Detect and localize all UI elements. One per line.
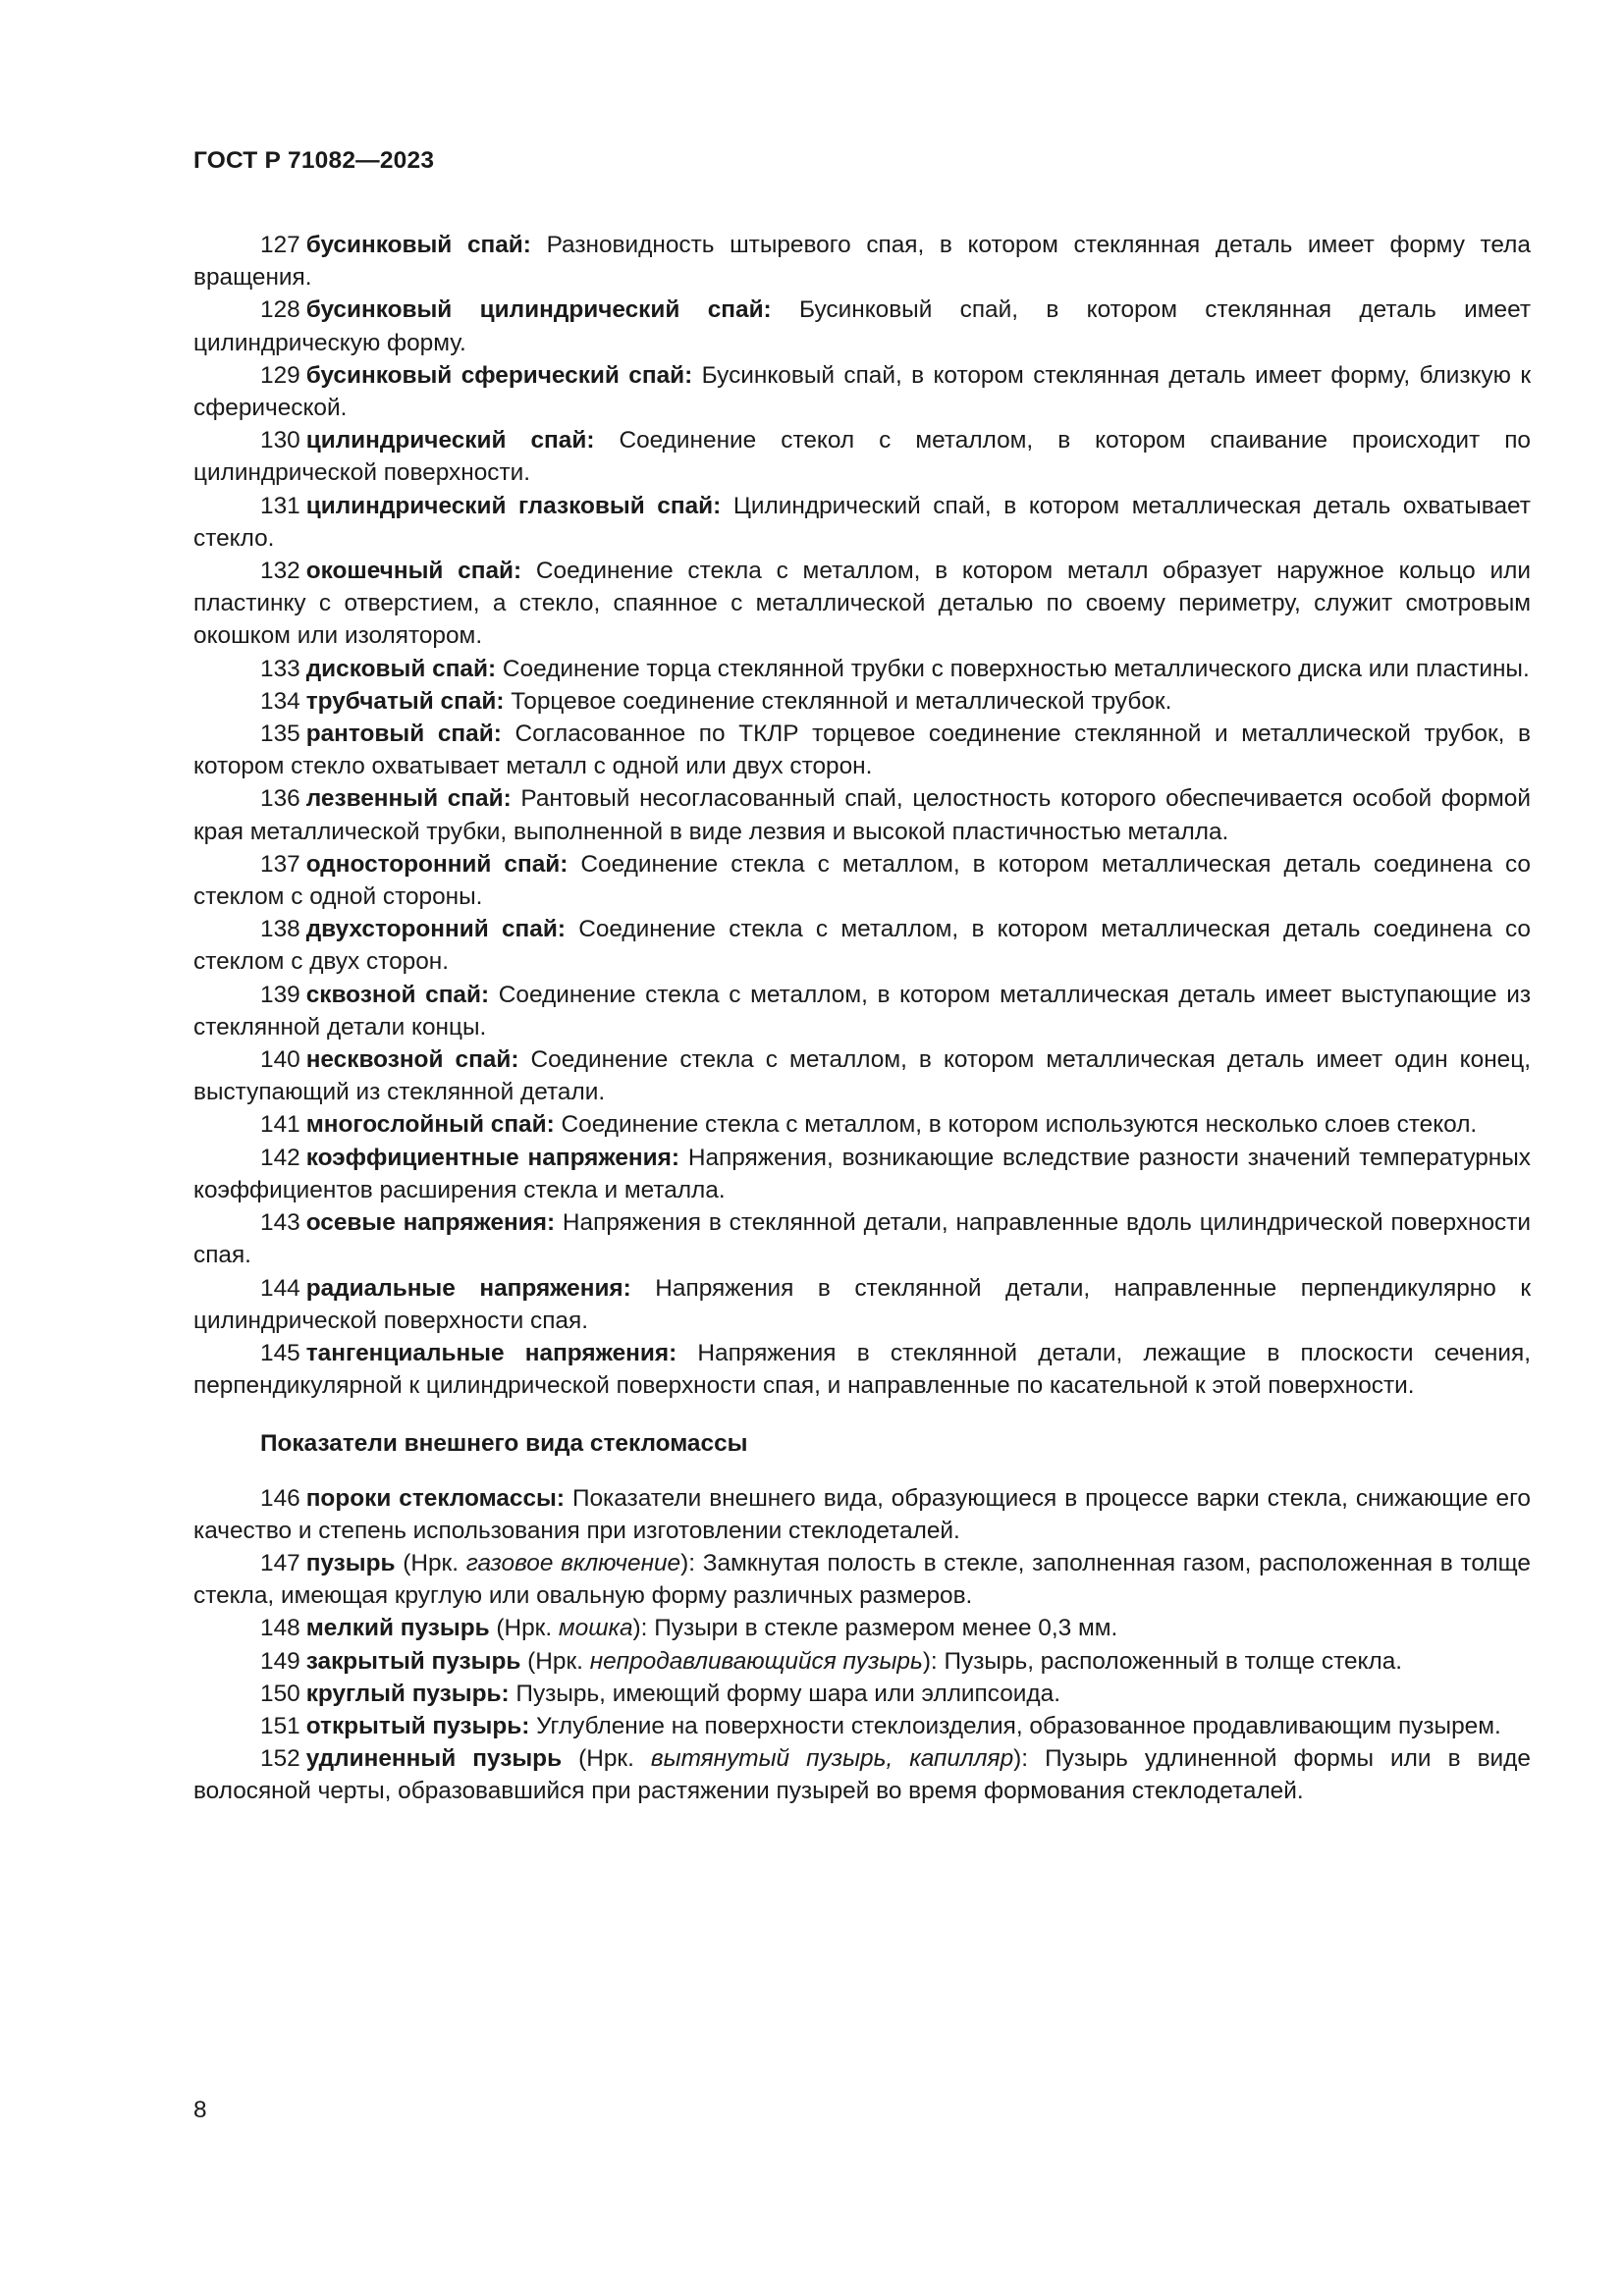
term-title: сквозной спай: xyxy=(305,981,490,1008)
term-definition: Разновидность штыревого спая, в котором стеклянная деталь имеет форму тела вращения. xyxy=(193,232,1531,292)
term-entry xyxy=(193,1142,1531,1206)
term-title: открытый пузырь: xyxy=(305,1712,530,1739)
term-entry xyxy=(193,1043,1531,1108)
term-definition: (Нрк. xyxy=(395,1549,466,1576)
term-entry xyxy=(193,1547,1531,1612)
term-number: 142 xyxy=(260,1144,300,1171)
term-number: 144 xyxy=(260,1274,300,1302)
term-entry xyxy=(193,718,1531,782)
term-entry xyxy=(193,1272,1531,1337)
term-entry xyxy=(193,782,1531,847)
term-number: 127 xyxy=(260,232,300,258)
term-entry xyxy=(193,490,1531,555)
term-number: 150 xyxy=(260,1680,300,1707)
term-definition: Напряжения в стеклянной детали, направленные перпендикулярно к цилиндрической поверхности спая. xyxy=(193,1274,1531,1334)
term-title: радиальные напряжения: xyxy=(305,1274,631,1302)
term-definition: Согласованное по ТКЛР торцевое соединение стеклянной и металлической трубок, в котором стекло охватывает металл с одной или двух сторон. xyxy=(193,721,1531,780)
term-entry xyxy=(193,1710,1531,1742)
term-number: 131 xyxy=(260,492,300,519)
term-number: 146 xyxy=(260,1484,300,1512)
term-alias-italic: непродавливающийся пузырь xyxy=(589,1647,923,1675)
term-entry xyxy=(193,1678,1531,1710)
term-title: многослойный спай: xyxy=(305,1111,555,1139)
term-title: лезвенный спай: xyxy=(305,785,512,813)
term-alias-italic: газовое включение xyxy=(465,1549,681,1576)
term-title: трубчатый спай: xyxy=(305,687,505,715)
term-title: двухсторонний спай: xyxy=(305,916,566,943)
term-number: 133 xyxy=(260,655,300,682)
term-number: 143 xyxy=(260,1209,300,1237)
term-definition: Напряжения в стеклянной детали, направленные вдоль цилиндрической поверхности спая. xyxy=(193,1209,1532,1269)
term-definition: Рантовый несогласованный спай, целостность которого обеспечивается особой формой края металлической трубки, выполненной в виде лезвия и высокой пластичностью металла. xyxy=(193,785,1531,845)
term-alias-italic: вытянутый пузырь, капилляр xyxy=(650,1745,1014,1773)
term-definition: Показатели внешнего вида, образующиеся в процессе варки стекла, снижающие его качество и степень использования при изготовлении стеклодеталей. xyxy=(193,1484,1531,1544)
term-definition: ): Пузыри в стекле размером менее 0,3 мм. xyxy=(632,1615,1118,1642)
term-title: тангенциальные напряжения: xyxy=(305,1339,677,1366)
term-title: пузырь xyxy=(305,1549,396,1576)
term-definition: Бусинковый спай, в котором стеклянная деталь имеет цилиндрическую форму. xyxy=(193,296,1531,356)
term-number: 145 xyxy=(260,1339,300,1366)
term-definition: Напряжения в стеклянной детали, лежащие в плоскости сечения, перпендикулярной к цилиндрической поверхности спая, и направленные по касательной к этой поверхности. xyxy=(193,1339,1531,1400)
term-definition: Соединение стекла с металлом, в котором металлическая деталь имеет один конец, выступающий из стеклянной детали. xyxy=(193,1046,1531,1106)
term-number: 149 xyxy=(260,1647,300,1675)
term-entry xyxy=(193,229,1531,294)
section-heading: Показатели внешнего вида стекломассы xyxy=(260,1430,748,1458)
term-definition: Соединение стекла с металлом, в котором металлическая деталь соединена со стеклом с одной стороны. xyxy=(193,850,1531,911)
term-number: 137 xyxy=(260,850,300,878)
term-definition: Бусинковый спай, в котором стеклянная деталь имеет форму, близкую к сферической. xyxy=(193,361,1531,422)
term-entry xyxy=(193,848,1531,913)
term-number: 134 xyxy=(260,687,300,715)
term-title: мелкий пузырь xyxy=(305,1615,490,1642)
term-entry xyxy=(193,1108,1531,1141)
term-title: пороки стекломассы: xyxy=(305,1484,565,1512)
term-number: 152 xyxy=(260,1745,300,1773)
term-title: закрытый пузырь xyxy=(305,1647,521,1675)
term-definition: Соединение стекол с металлом, в котором спаивание происходит по цилиндрической поверхности. xyxy=(193,427,1531,487)
page-number: 8 xyxy=(193,2097,207,2123)
term-number: 151 xyxy=(260,1712,300,1739)
term-number: 138 xyxy=(260,916,300,943)
term-title: дисковый спай: xyxy=(305,655,497,682)
term-definition: Торцевое соединение стеклянной и металлической трубок. xyxy=(504,687,1172,715)
term-number: 140 xyxy=(260,1046,300,1074)
term-title: бусинковый цилиндрический спай: xyxy=(305,296,772,324)
term-entry xyxy=(193,1206,1531,1271)
term-entry xyxy=(193,979,1531,1043)
term-entry xyxy=(193,1337,1531,1402)
term-title: осевые напряжения: xyxy=(305,1209,556,1237)
term-definition: Напряжения, возникающие вследствие разности значений температурных коэффициентов расширения стекла и металла. xyxy=(193,1144,1531,1203)
term-number: 129 xyxy=(260,361,300,389)
term-number: 147 xyxy=(260,1549,300,1576)
term-entry xyxy=(193,653,1531,685)
term-definition: Пузырь, имеющий форму шара или эллипсоида. xyxy=(509,1680,1060,1707)
term-definition: Соединение торца стеклянной трубки с поверхностью металлического диска или пластины. xyxy=(496,655,1530,682)
term-number: 136 xyxy=(260,785,300,813)
term-definition: (Нрк. xyxy=(562,1745,651,1773)
term-number: 132 xyxy=(260,558,300,585)
term-title: круглый пузырь: xyxy=(305,1680,510,1707)
term-entry xyxy=(193,424,1531,489)
term-number: 130 xyxy=(260,427,300,454)
term-title: бусинковый спай: xyxy=(305,232,531,258)
term-entry xyxy=(193,685,1531,718)
term-entry xyxy=(193,555,1531,653)
term-definition: ): Пузырь, расположенный в толще стекла. xyxy=(922,1647,1403,1675)
document-header: ГОСТ Р 71082—2023 xyxy=(193,147,435,174)
term-definition: Соединение стекла с металлом, в котором металлическая деталь соединена со стеклом с двух сторон. xyxy=(193,916,1531,976)
term-alias-italic: мошка xyxy=(558,1615,633,1642)
term-entry xyxy=(193,913,1531,978)
term-number: 148 xyxy=(260,1615,300,1642)
term-entry xyxy=(193,1645,1531,1678)
document-body xyxy=(193,229,1531,1808)
term-title: удлиненный пузырь xyxy=(305,1745,563,1773)
term-title: цилиндрический спай: xyxy=(305,427,595,454)
term-entry xyxy=(193,359,1531,424)
term-title: цилиндрический глазковый спай: xyxy=(305,492,722,519)
term-number: 128 xyxy=(260,296,300,324)
term-definition: Соединение стекла с металлом, в котором металл образует наружное кольцо или пластинку с отверстием, а стекло, спаянное с металлической деталью по своему периметру, служит смотровым окошком или изолятором. xyxy=(193,558,1531,650)
term-list-glass-defects xyxy=(193,1482,1531,1808)
term-definition: Цилиндрический спай, в котором металлическая деталь охватывает стекло. xyxy=(193,492,1531,552)
term-definition: Углубление на поверхности стеклоизделия, образованное продавливающим пузырем. xyxy=(529,1712,1501,1739)
term-definition: ): Замкнутая полость в стекле, заполненная газом, расположенная в толще стекла, имеющая круглую или овальную форму различных размеров. xyxy=(193,1549,1531,1610)
term-title: окошечный спай: xyxy=(305,558,522,585)
term-entry xyxy=(193,1742,1531,1807)
term-definition: Соединение стекла с металлом, в котором используются несколько слоев стекол. xyxy=(554,1111,1478,1139)
term-definition: (Нрк. xyxy=(520,1647,590,1675)
term-number: 141 xyxy=(260,1111,300,1139)
term-definition: Соединение стекла с металлом, в котором металлическая деталь имеет выступающие из стеклянной детали концы. xyxy=(193,981,1531,1041)
term-definition: ): Пузырь удлиненной формы или в виде волосяной черты, образовавшийся при растяжении пузырей во время формования стеклодеталей. xyxy=(193,1745,1531,1805)
term-title: коэффициентные напряжения: xyxy=(305,1144,679,1171)
term-title: односторонний спай: xyxy=(305,850,568,878)
term-title: бусинковый сферический спай: xyxy=(305,361,693,389)
term-title: рантовый спай: xyxy=(305,721,502,748)
term-number: 139 xyxy=(260,981,300,1008)
term-entry xyxy=(193,1482,1531,1547)
term-number: 135 xyxy=(260,721,300,748)
term-entry xyxy=(193,1612,1531,1644)
term-definition: (Нрк. xyxy=(489,1615,559,1642)
term-list-joints xyxy=(193,229,1531,1402)
term-entry xyxy=(193,294,1531,358)
term-title: несквозной спай: xyxy=(305,1046,519,1074)
